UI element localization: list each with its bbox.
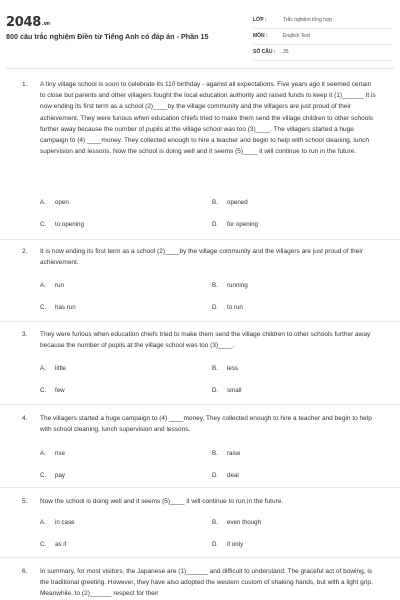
answer-option[interactable] bbox=[212, 199, 248, 206]
question-item bbox=[0, 405, 400, 488]
option-letter: D. bbox=[212, 304, 219, 311]
answer-option[interactable] bbox=[212, 519, 261, 526]
answer-option[interactable] bbox=[40, 519, 75, 526]
question-text: A tiny village school is soon to celebrate its 110 birthday - against all expectations. Five years ago it seemed certain to close but parents and other villagers fought the local education authority and raised funds to keep it (1)______ It is now ending its first term as a school (2)____by the village community and the villagers are just proud of their achievement. They were furious when education chiefs tried to make them send the village children to other schools further away because the number of pupils at the village school was too (3)____. The villagers started a huge campaign to (4) ____money. They collected enough to hire a teacher and begin to help with school cleaning, lunch supervision and lessons. Now the school is doing well and it seems (5)____ it will continue to run in the future. bbox=[40, 81, 376, 156]
answer-option[interactable] bbox=[40, 282, 64, 289]
question-list bbox=[0, 76, 400, 600]
question-text: They were furious when education chiefs tried to make them send the village children to other schools further away because the number of pupils at the village school was too (3)____. bbox=[40, 331, 371, 350]
option-letter: B. bbox=[212, 519, 218, 526]
answer-option[interactable] bbox=[212, 472, 239, 479]
answer-option[interactable] bbox=[212, 450, 240, 457]
option-text: to run bbox=[227, 304, 243, 311]
option-letter: C. bbox=[40, 472, 47, 479]
option-text: has run bbox=[55, 304, 76, 311]
question-text: In summary, for most visitors, the Japanese are (1)______ and difficult to understand. The graceful act of bowing, is the traditional greeting. However, they have also adopted the western custom of shaking hands, but with a light grip. Meanwhile, to (2)______ respect for their bbox=[40, 568, 373, 598]
meta-label: LỚP : bbox=[253, 17, 267, 23]
meta-row-subject bbox=[253, 29, 393, 45]
answer-option[interactable] bbox=[40, 541, 66, 548]
meta-label: SỐ CÂU : bbox=[253, 49, 276, 55]
option-letter: A. bbox=[40, 282, 46, 289]
option-letter: A. bbox=[40, 199, 46, 206]
answer-option[interactable] bbox=[212, 365, 238, 372]
option-letter: D. bbox=[212, 387, 219, 394]
option-text: in case bbox=[55, 519, 75, 526]
question-number: 4. bbox=[22, 415, 28, 422]
option-letter: C. bbox=[40, 304, 47, 311]
question-number: 3. bbox=[22, 331, 28, 338]
option-letter: B. bbox=[212, 199, 218, 206]
meta-row-class bbox=[253, 13, 393, 29]
answer-option[interactable] bbox=[40, 199, 69, 206]
logo-tld-text: .vn bbox=[41, 21, 50, 27]
answer-option[interactable] bbox=[212, 304, 243, 311]
document-meta bbox=[253, 13, 393, 61]
option-letter: C. bbox=[40, 541, 47, 548]
option-text: run bbox=[55, 282, 64, 289]
question-item bbox=[0, 558, 400, 600]
option-letter: C. bbox=[40, 387, 47, 394]
option-letter: A. bbox=[40, 519, 46, 526]
question-text: It is now ending its first term as a school (2)____by the village community and the villagers are just proud of their achievement. bbox=[40, 248, 363, 267]
site-logo[interactable] bbox=[6, 15, 50, 30]
question-text: The villagers started a huge campaign to (4) ____money. They collected enough to hire a teacher and begin to help with school cleaning, lunch supervision and lessons. bbox=[40, 415, 372, 434]
question-number: 1. bbox=[22, 81, 28, 88]
question-item bbox=[0, 488, 400, 558]
option-text: open bbox=[55, 199, 69, 206]
logo-main-text: 2048 bbox=[6, 15, 41, 30]
answer-option[interactable] bbox=[40, 304, 76, 311]
option-text: pay bbox=[55, 472, 65, 479]
page-header bbox=[0, 0, 400, 68]
option-letter: A. bbox=[40, 365, 46, 372]
option-letter: A. bbox=[40, 450, 46, 457]
meta-row-question-count bbox=[253, 45, 393, 61]
answer-option[interactable] bbox=[40, 472, 65, 479]
meta-label: MÔN : bbox=[253, 33, 268, 39]
answer-option[interactable] bbox=[212, 221, 258, 228]
answer-option[interactable] bbox=[40, 221, 84, 228]
option-text: even though bbox=[227, 519, 262, 526]
answer-option[interactable] bbox=[40, 365, 66, 372]
option-text: if only bbox=[227, 541, 244, 548]
option-letter: D. bbox=[212, 221, 219, 228]
option-letter: D. bbox=[212, 541, 219, 548]
option-text: few bbox=[55, 387, 65, 394]
option-text: less bbox=[227, 365, 239, 372]
option-letter: D. bbox=[212, 472, 219, 479]
option-text: small bbox=[227, 387, 242, 394]
meta-value: English Test bbox=[283, 33, 310, 39]
option-text: as if bbox=[55, 541, 67, 548]
question-number: 6. bbox=[22, 568, 28, 575]
answer-option[interactable] bbox=[40, 450, 65, 457]
question-item bbox=[0, 322, 400, 405]
question-number: 5. bbox=[22, 498, 28, 505]
document-title: 800 câu trắc nghiệm Điền từ Tiếng Anh có đáp án - Phần 15 bbox=[6, 32, 209, 41]
question-text: Now the school is doing well and it seems (5)____ it will continue to run in the future. bbox=[40, 498, 284, 505]
option-letter: C. bbox=[40, 221, 47, 228]
option-text: to opening bbox=[55, 221, 84, 228]
option-letter: B. bbox=[212, 365, 218, 372]
meta-value: 35 bbox=[283, 49, 289, 55]
answer-option[interactable] bbox=[212, 282, 248, 289]
answer-option[interactable] bbox=[212, 387, 241, 394]
option-text: raise bbox=[227, 450, 241, 457]
option-text: little bbox=[55, 365, 67, 372]
meta-value: Trắc nghiệm tổng hợp bbox=[283, 17, 332, 23]
option-letter: B. bbox=[212, 282, 218, 289]
option-letter: B. bbox=[212, 450, 218, 457]
question-item bbox=[0, 76, 400, 240]
option-text: for opening bbox=[227, 221, 258, 228]
option-text: deal bbox=[227, 472, 239, 479]
option-text: opened bbox=[227, 199, 248, 206]
option-text: rise bbox=[55, 450, 65, 457]
question-number: 2. bbox=[22, 248, 28, 255]
answer-option[interactable] bbox=[212, 541, 243, 548]
header-divider bbox=[6, 68, 394, 69]
question-item bbox=[0, 240, 400, 322]
answer-option[interactable] bbox=[40, 387, 65, 394]
option-text: running bbox=[227, 282, 248, 289]
